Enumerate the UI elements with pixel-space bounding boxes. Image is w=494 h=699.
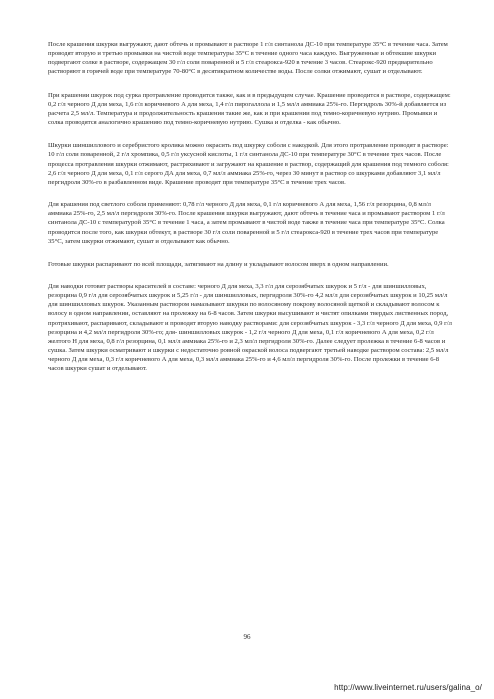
- paragraph-steaming: Готовые шкурки распаривают по всей площади, затягивают на длину и укладывают волосом вверх в одном направлении.: [48, 260, 389, 268]
- paragraph-sable-dyeing: Шкурки шиншиллового и серебристого кролика можно окрасить под шкурку соболя с накодкой. Для этого протравление проводят в растворе: 10 г/л соли поваренной, 2 г/л хромпика, 0,5 г/л уксусной кислоты, 1 г/л синтанола ДС-10 при температуре 30°С в течение трех часов. После процесса протравления шкурки отжимают, растряхивают и загружают на крашение в раствор, содержащий для крашения под темного соболя: 2,6 г/л черного Д для меха, 0,1 г/л серого ДА для меха, 0,7 мл/л аммиака 25%-го, через 30 минут в раствор со шкурками добавляют 3,1 мл/л пергидроля 30%-го в разбавленном виде. Крашение проводят при температуре 35°С в течение трех часов.: [48, 142, 449, 186]
- paragraph-washing-after-dyeing: После крашения шкурки выгружают, дают обтечь и промывают в растворе 1 г/л синтанола ДС-10 при температуре 35°С в течение часа. Затем проводят вторую и третью промывки на чистой воде температуры 35°С в течение одного часа каждую. Выгруженные и обтекшие шкурки подвергают солке в растворе, содержащем 30 г/л соли поваренной и 5 г/л стеарокса-920 в течение 3 часов. Стеарокс-920 предварительно растворяют в горячей воде при температуре 70-80°С в десятикратном количестве воды. После солки отжимают, сушат и отделывают.: [48, 41, 448, 76]
- source-url: http://www.liveinternet.ru/users/galina_o/: [334, 683, 482, 692]
- paragraph-light-sable-dyeing: Для крашения под светлого соболя применяют: 0,78 г/л черного Д для меха, 0,1 г/л коричневого А для меха, 1,56 г/л резорцина, 0,8 мл/л аммиака 25%-го, 2,5 мл/л пергидроля 30%-го. После крашения шкурки выгружают, дают обтечь в течение часа и промывают раствором 1 г/л синтанола ДС-10 с температурой 35°С в течение 1 часа, а затем промывают в чистой воде также в течение часа при температуре 35°С. Солка проводится после того, как шкурки обтекут, в растворе 30 г/л соли поваренной и 5 г/л стеарокса-920 в течение трех часов при температуре 35°С, затем шкурки отжимают, сушат и отделывают как обычно.: [48, 201, 445, 245]
- paragraph-tipping: Для наводки готовят растворы красителей в составе: черного Д для меха, 3,3 г/л для серозябчатых шкурок и 5 г/л - для шиншилловых, резорцина 0,9 г/л для серозябчатых шкурок и 5,25 г/л - для шиншилловых, пергидроля 30%-го 4,2 мл/л для серозябчатых шкурок и 10,25 мл/л для шиншилловых шкурок. Указанным раствором намазывают шкурки по волосяному покрову волосяной щеткой и складывают волосом к волосу в одном направлении, оставляют на пролежку на 6-8 часов. Затем шкурки высушивают и чистят опилками твердых лиственных пород, протряхивают, распаривают, складывают и проводят вторую наводку растворами: для серозябчатых шкурок - 3,3 г/л черного Д для меха, 0,9 г/л резорцина и 4,2 мл/л пергидроля 30%-го; для- шиншилловых шкурок - 1,2 г/л черного Д для меха, 0,1 г/л коричневого А для меха, 0,2 г/л желтого Н для меха, 0,8 г/л резорцина, 0,1 мл/л аммиака 25%-го и 2,3 мл/л пергидроля 30%-го. Далее следует пролежка в течение 6-8 часов и сушка. Затем шкурки осматривают и шкурки с недостаточно ровной окраской волоса подвергают третьей наводке раствором состава: 2,5 мл/л черного Д для меха, 0,3 г/л коричневого А для меха, 0,3 мл/л аммиака 25%-го и 4,6 мл/л пергидроля 30%-го. После пролежки в течение 6-8 часов шкурки сушат и отделывают.: [48, 282, 452, 373]
- document-page: [48, 40, 452, 374]
- page-number: 96: [243, 633, 251, 641]
- paragraph-groundhog-dyeing: При крашении шкурок под сурка протравление проводится также, как и в предыдущем случае. Крашение проводится в растворе, содержащем: 0,2 г/л черного Д для меха, 1,6 г/л коричневого А для меха, 1,4 г/л пирогаллола и 1,5 мл/л аммиака 25%-го. Пергидроль 30%-й добавляется из расчета 2,5 мл/л. Температура и продолжительность крашения такие же, как и при крашении под темно-коричневую нутрию. Промывки и солка проводятся аналогично крашению под темно-коричневую нутрию. Сушка и отделка - как обычно.: [48, 91, 451, 127]
